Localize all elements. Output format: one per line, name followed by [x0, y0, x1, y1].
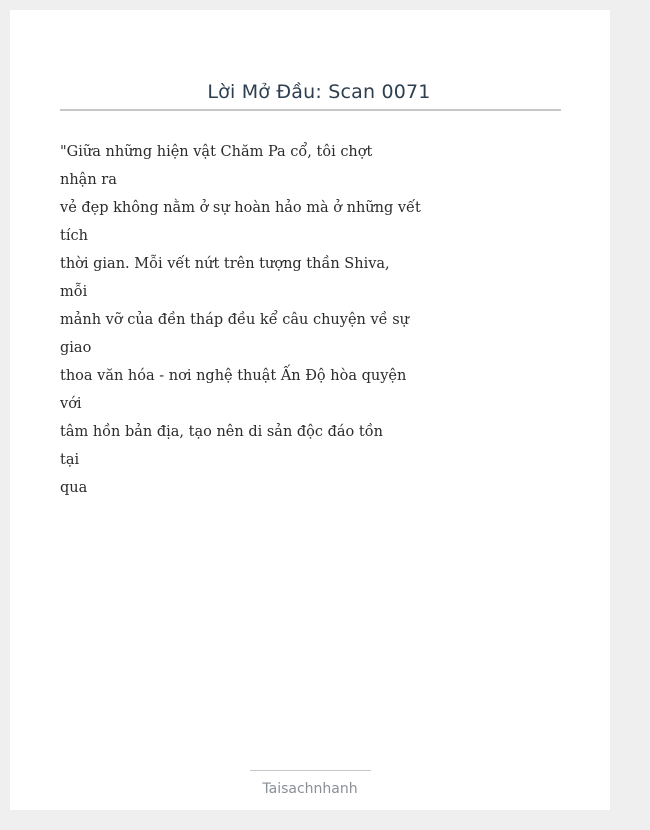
- body-line: tại: [60, 452, 80, 468]
- body-line: thoa văn hóa - nơi nghệ thuật Ấn Độ hòa quyện: [60, 368, 407, 384]
- body-line: tâm hồn bản địa, tạo nên di sản độc đáo tồn: [60, 424, 383, 440]
- body-text: [60, 138, 430, 502]
- body-line: nhận ra: [60, 172, 117, 188]
- body-line: "Giữa những hiện vật Chăm Pa cổ, tôi chợt: [60, 144, 373, 160]
- footer-brand: Taisachnhanh: [262, 781, 358, 797]
- body-line: vẻ đẹp không nằm ở sự hoàn hảo mà ở những vết: [60, 200, 421, 216]
- body-line: tích: [60, 228, 88, 244]
- title-divider: [60, 109, 561, 111]
- body-line: qua: [60, 480, 88, 496]
- document-page: [10, 10, 610, 810]
- body-line: với: [60, 396, 82, 412]
- body-line: mỗi: [60, 284, 88, 300]
- page-title: Lời Mở Đầu: Scan 0071: [207, 81, 431, 103]
- body-line: thời gian. Mỗi vết nứt trên tượng thần Shiva,: [60, 256, 390, 272]
- body-line: mảnh vỡ của đền tháp đều kể câu chuyện về sự: [60, 312, 409, 328]
- body-line: giao: [60, 340, 92, 356]
- footer-divider: [250, 770, 371, 771]
